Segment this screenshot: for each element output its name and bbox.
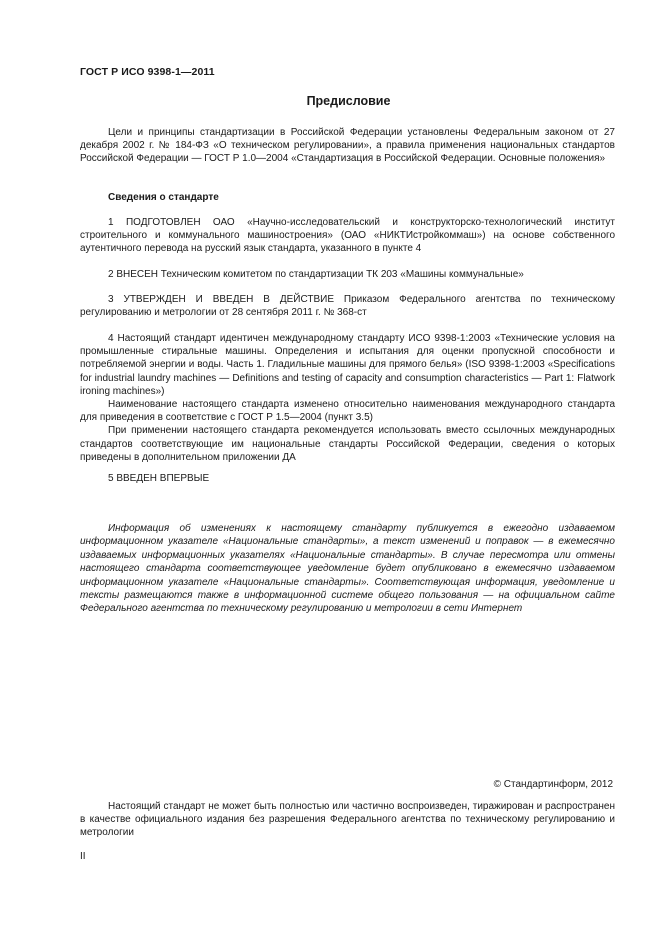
about-item-2	[80, 268, 615, 281]
about-item-4-text: 4 Настоящий стандарт идентичен международному стандарту ИСО 9398-1:2003 «Технические условия на промышленные стиральные машины. Определения и испытания для оценки пропускной способности и потребляемой энергии и воды. Часть 1. Гладильные машины для прямого белья» (ISO 9398-1:2003 «Specifications for industrial laundry machines — Definitions and testing of capacity and consumption characteristics — Part 1: Flatwork ironing machines»)	[80, 333, 615, 397]
page-number: II	[80, 851, 86, 862]
about-item-4-name-note: Наименование настоящего стандарта изменено относительно наименования международного стандарта для приведения в соответствие с ГОСТ Р 1.5—2004 (пункт 3.5)	[80, 399, 615, 424]
about-item-1	[80, 216, 615, 256]
about-item-3	[80, 293, 615, 319]
preface-intro-text: Цели и принципы стандартизации в Российской Федерации установлены Федеральным законом от 27 декабря 2002 г. № 184-ФЗ «О техническом регулировании», а правила применения национальных стандартов Российской Федерации — ГОСТ Р 1.0—2004 «Стандартизация в Российской Федерации. Основные положения»	[80, 127, 615, 165]
reproduction-rights	[80, 800, 615, 840]
changes-notice	[80, 522, 615, 616]
about-item-5	[80, 472, 615, 485]
preface-title: Предисловие	[306, 94, 391, 108]
about-item-4	[80, 332, 615, 464]
about-item-5-text: 5 ВВЕДЕН ВПЕРВЫЕ	[108, 473, 210, 484]
about-item-4-references-note: При применении настоящего стандарта рекомендуется использовать вместо ссылочных международных стандартов соответствующие им национальные стандарты Российской Федерации, сведения о которых приведены в дополнительном приложении ДА	[80, 425, 615, 463]
document-id-header: ГОСТ Р ИСО 9398-1—2011	[80, 66, 215, 78]
reproduction-rights-text: Настоящий стандарт не может быть полностью или частично воспроизведен, тиражирован и распространен в качестве официального издания без разрешения Федерального агентства по техническому регулированию и метрологии	[80, 801, 615, 839]
about-item-1-text: 1 ПОДГОТОВЛЕН ОАО «Научно-исследовательский и конструкторско-технологический институт строительного и коммунального машиностроения» (ОАО «НИКТИстройкоммаш») на основе собственного аутентичного перевода на русский язык стандарта, указанного в пункте 4	[80, 217, 615, 255]
preface-intro	[80, 126, 615, 166]
changes-notice-text: Информация об изменениях к настоящему стандарту публикуется в ежегодно издаваемом информационном указателе «Национальные стандарты», а текст изменений и поправок — в ежемесячно издаваемых информационных указателях «Национальные стандарты». В случае пересмотра или отмены настоящего стандарта соответствующее уведомление будет опубликовано в ежемесячно издаваемом информационном указателе «Национальные стандарты». Соответствующая информация, уведомление и тексты размещаются также в информационной системе общего пользования — на официальном сайте Федерального агентства по техническому регулированию и метрологии в сети Интернет	[80, 523, 615, 615]
about-item-3-text: 3 УТВЕРЖДЕН И ВВЕДЕН В ДЕЙСТВИЕ Приказом Федерального агентства по техническому регулированию и метрологии от 28 сентября 2011 г. № 368-ст	[80, 294, 615, 319]
about-standard-heading: Сведения о стандарте	[108, 192, 219, 203]
about-item-2-text: 2 ВНЕСЕН Техническим комитетом по стандартизации ТК 203 «Машины коммунальные»	[108, 269, 524, 280]
copyright-notice: © Стандартинформ, 2012	[493, 779, 613, 790]
